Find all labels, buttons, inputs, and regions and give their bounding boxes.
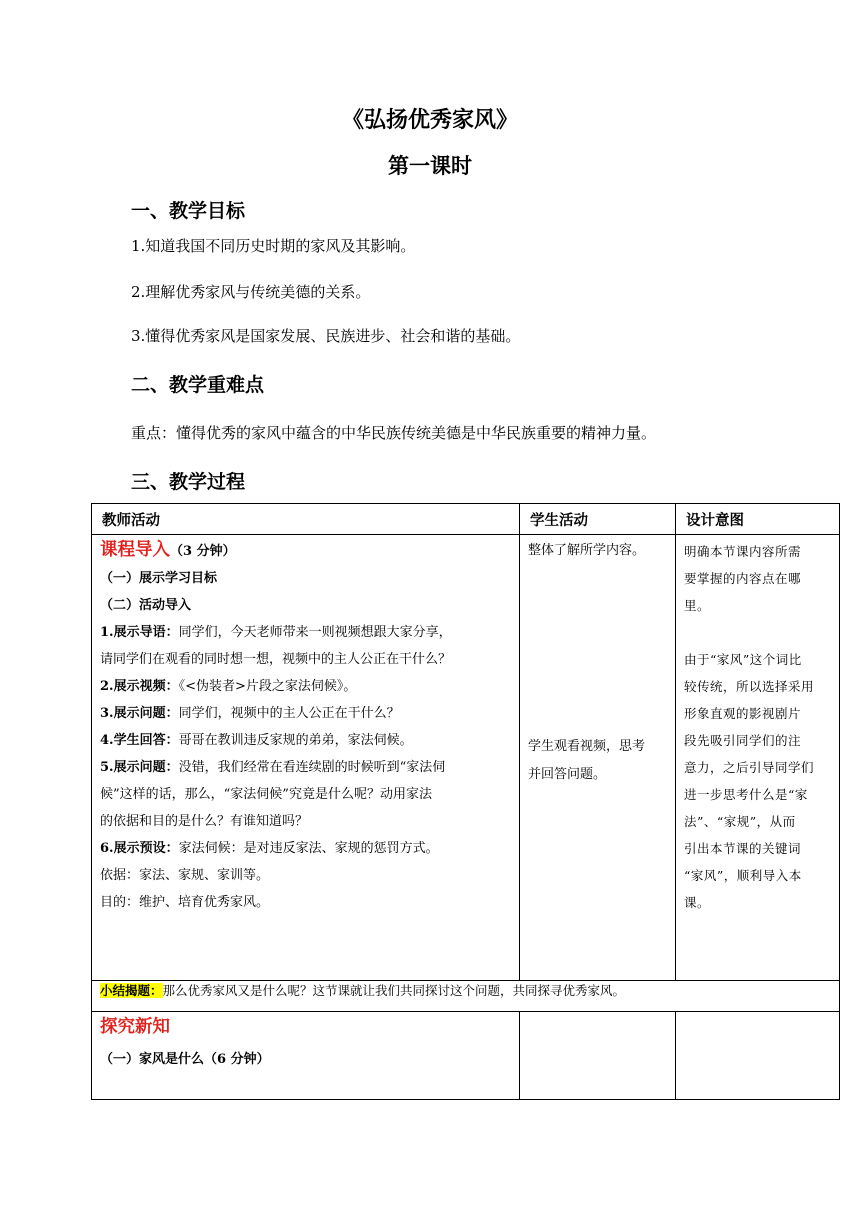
goal-item-3: 3.懂得优秀家风是国家发展、民族进步、社会和谐的基础。 — [131, 327, 521, 345]
goals-heading: 一、教学目标 — [131, 200, 246, 222]
sub-heading-activity: （二）活动导入 — [100, 598, 192, 613]
design-intent-cell-2 — [676, 1012, 840, 1100]
table-header-row — [92, 504, 840, 535]
summary-row — [92, 981, 840, 1012]
student-activity-cell: 整体了解所学内容。 学生观看视频，思考 并回答问题。 — [520, 535, 676, 981]
header-teacher: 教师活动 — [92, 504, 520, 535]
design-intent-cell: 明确本节课内容所需 要掌握的内容点在哪 里。 由于“家风”这个词比 较传统，所以选择采用 形象直观的影视剧片 段先吸引同学们的注 意力，之后引导同学们 进一步思考什么是“家 法”、“家规”，从而 引出本节课的关键词 “家风”，顺利导入本 课。 — [676, 535, 840, 981]
sub-heading-family-style: （一）家风是什么（6 分钟） — [100, 1052, 270, 1067]
header-intent: 设计意图 — [676, 504, 840, 535]
table-row — [92, 535, 840, 981]
summary-label: 小结揭题： — [100, 983, 163, 998]
document-title: 《弘扬优秀家风》 — [341, 107, 518, 133]
goal-item-2: 2.理解优秀家风与传统美德的关系。 — [131, 283, 371, 301]
section-title-explore: 探究新知 — [100, 1017, 170, 1037]
teacher-activity-cell-2 — [92, 1012, 520, 1100]
table-row — [92, 1012, 840, 1100]
process-heading: 三、教学过程 — [131, 471, 246, 493]
teacher-activity-cell: 课程导入（3 分钟） （一）展示学习目标 （二）活动导入 1.展示导语：同学们，今天老师带来一则视频想跟大家分享， 请同学们在观看的同时想一想，视频中的主人公正在干什么？ 2.展示视频：《<伪装者>片段之家法伺候》。 3.展示问题：同学们，视频中的主人公正在干什么？ 4.学生回答：哥哥在教训违反家规的弟弟，家法伺候。 5.展示问题：没错，我们经常在看连续剧的时候听到“家法伺 候”这样的话，那么，“家法伺候”究竟是什么呢？动用家法 的依据和目的是什么？有谁知道吗？ 6.展示预设：家法伺候：是对违反家法、家规的惩罚方式。 依据：家法、家规、家训等。 目的：维护、培育优秀家风。 — [92, 535, 520, 981]
document-subtitle: 第一课时 — [388, 153, 472, 178]
header-student: 学生活动 — [520, 504, 676, 535]
summary-text: 那么优秀家风又是什么呢？这节课就让我们共同探讨这个问题，共同探寻优秀家风。 — [162, 983, 626, 998]
key-points-text: 重点：懂得优秀的家风中蕴含的中华民族传统美德是中华民族重要的精神力量。 — [131, 424, 657, 442]
section-title-intro: 课程导入 — [100, 540, 170, 560]
goal-item-1: 1.知道我国不同历史时期的家风及其影响。 — [131, 237, 416, 255]
sub-heading-goals: （一）展示学习目标 — [100, 571, 218, 586]
lesson-process-table — [91, 503, 840, 1100]
student-activity-cell-2 — [520, 1012, 676, 1100]
key-points-heading: 二、教学重难点 — [131, 374, 265, 396]
